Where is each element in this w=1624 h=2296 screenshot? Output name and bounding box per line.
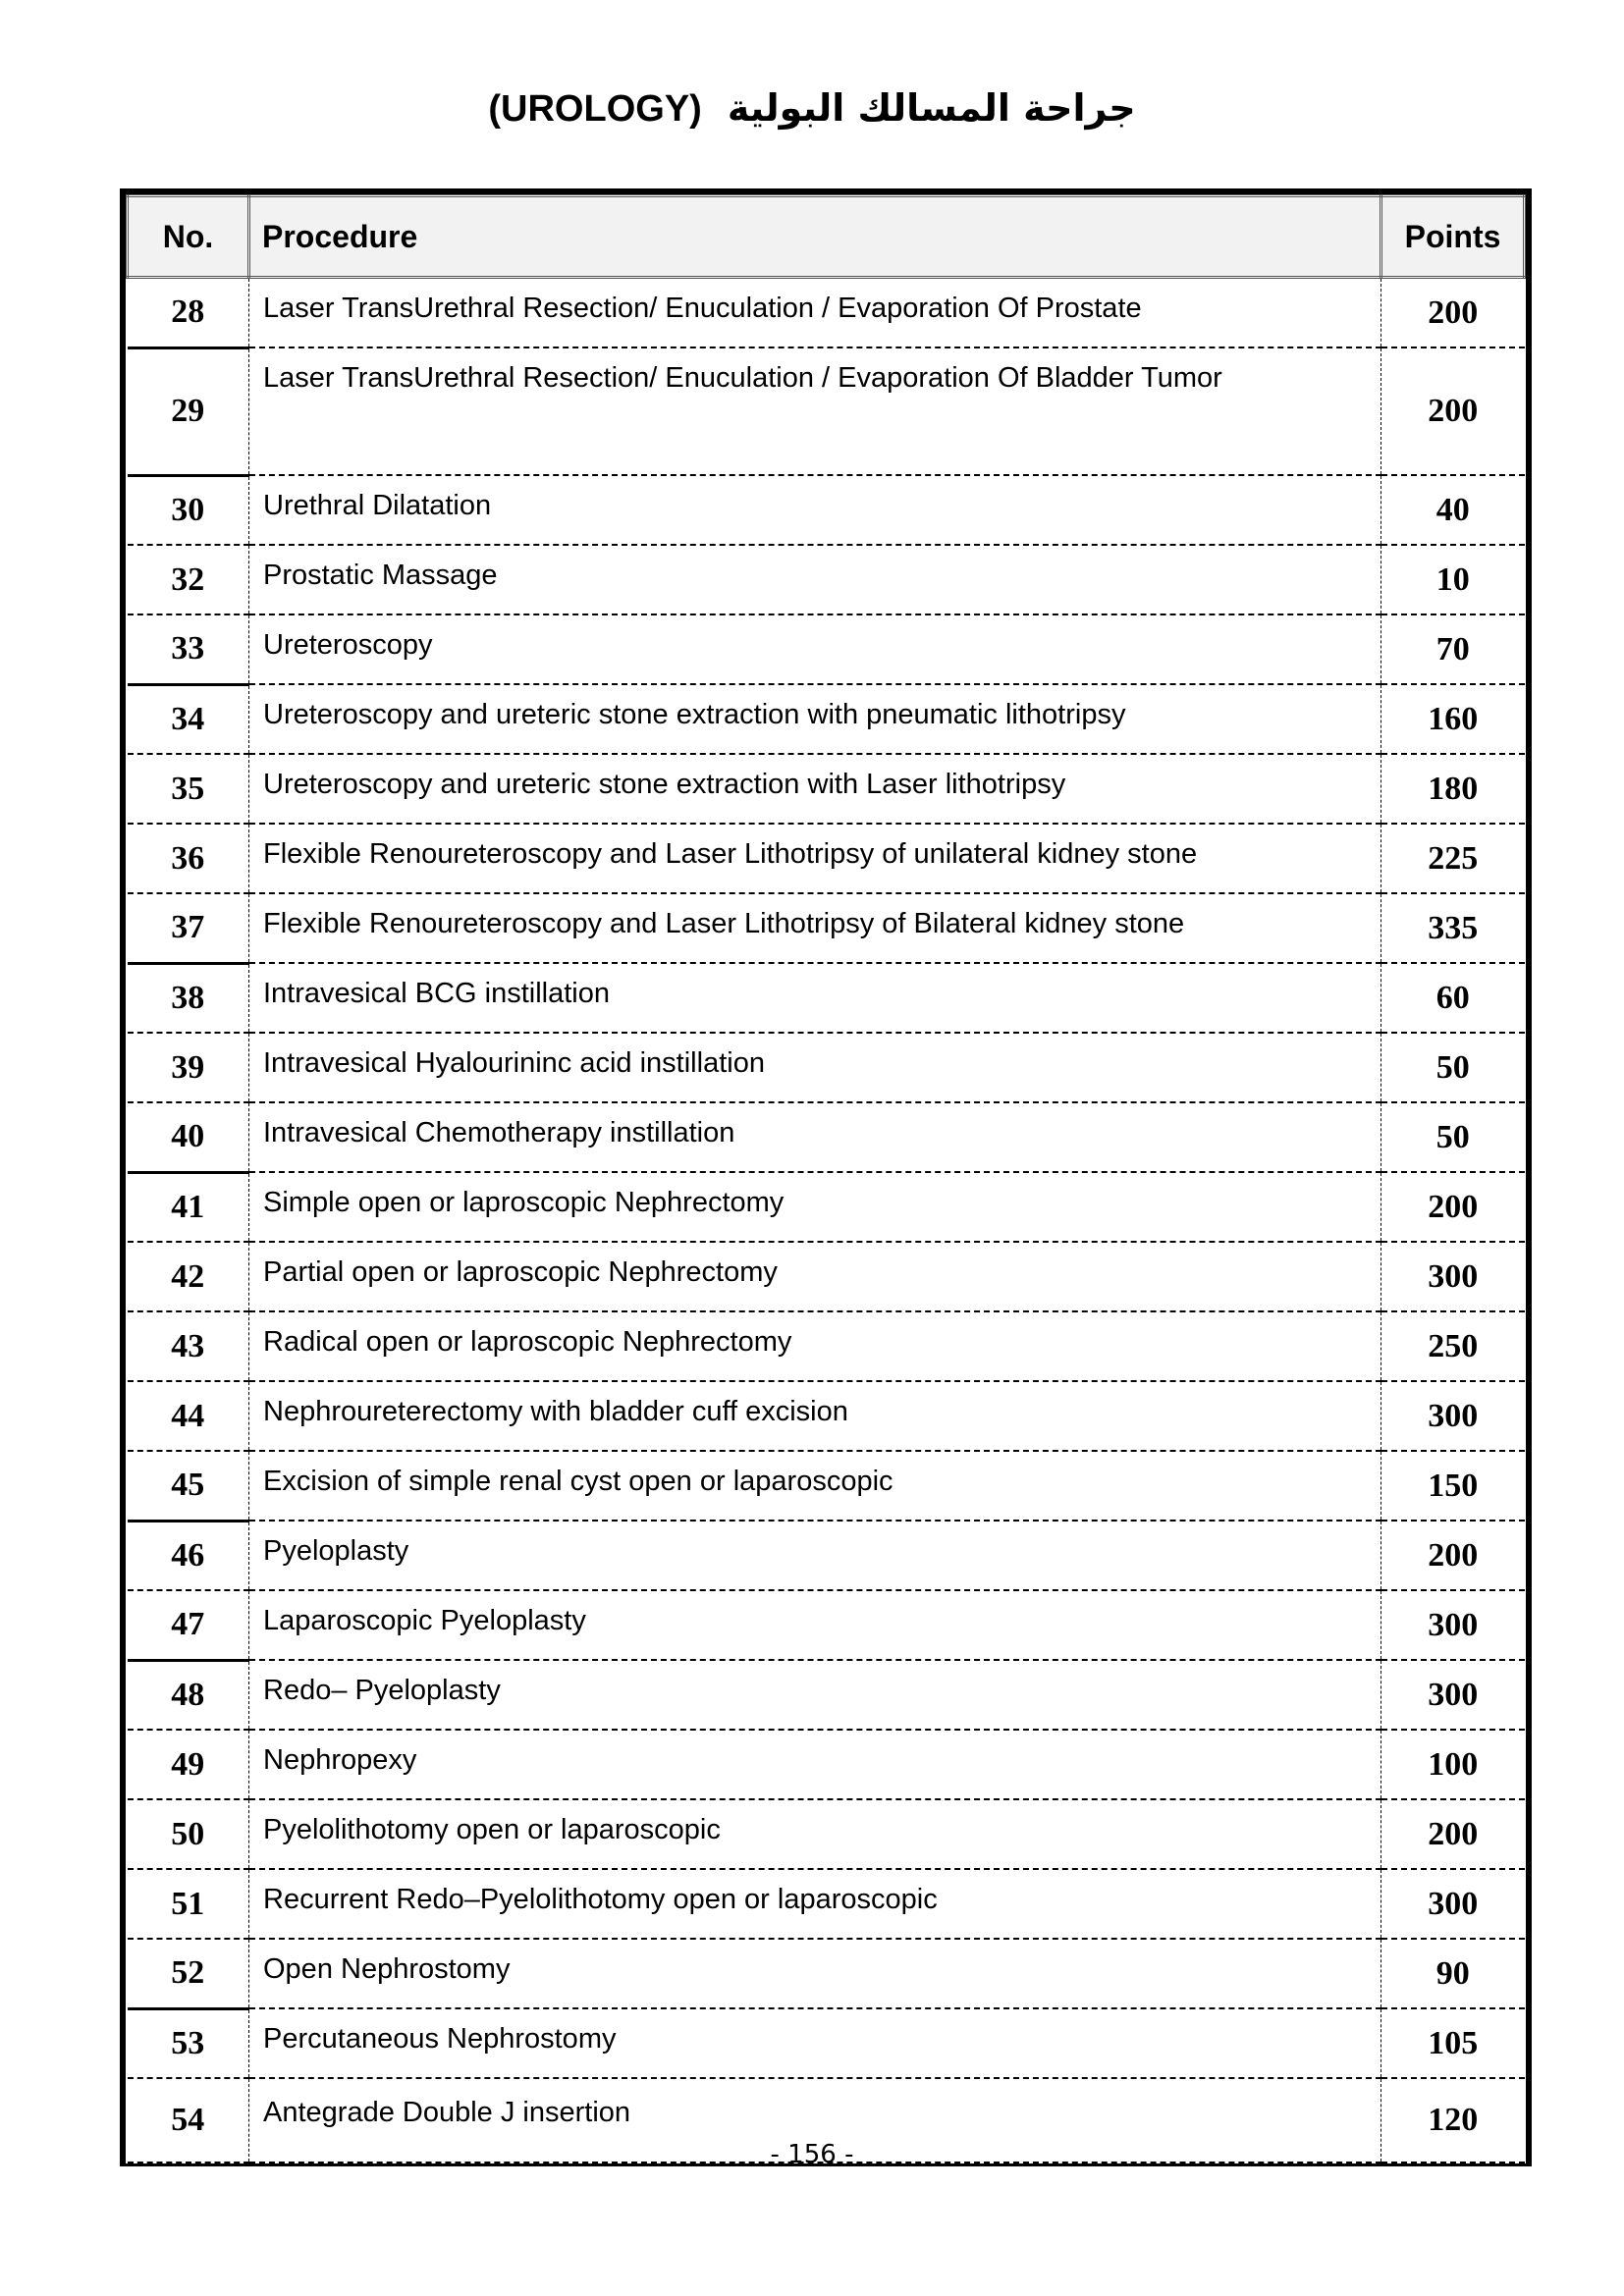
row-number: 45 bbox=[128, 1451, 249, 1521]
row-points: 120 bbox=[1381, 2078, 1525, 2163]
row-points: 300 bbox=[1381, 1660, 1525, 1730]
row-points: 160 bbox=[1381, 684, 1525, 754]
table-header-row bbox=[128, 196, 1525, 278]
row-number: 28 bbox=[128, 278, 249, 348]
row-number: 33 bbox=[128, 614, 249, 684]
row-points: 300 bbox=[1381, 1242, 1525, 1311]
row-procedure: Prostatic Massage bbox=[249, 545, 1381, 614]
header-no: No. bbox=[128, 196, 249, 278]
row-procedure: Antegrade Double J insertion bbox=[249, 2078, 1381, 2163]
row-points: 200 bbox=[1381, 1172, 1525, 1242]
table-row bbox=[128, 684, 1525, 754]
table-row bbox=[128, 278, 1525, 348]
row-points: 200 bbox=[1381, 347, 1525, 475]
table-row bbox=[128, 545, 1525, 614]
table-row bbox=[128, 347, 1525, 475]
row-procedure: Nephropexy bbox=[249, 1730, 1381, 1799]
table-row bbox=[128, 1521, 1525, 1590]
procedures-table bbox=[120, 188, 1532, 2166]
row-procedure: Radical open or laproscopic Nephrectomy bbox=[249, 1311, 1381, 1381]
row-number: 36 bbox=[128, 824, 249, 893]
row-number: 40 bbox=[128, 1102, 249, 1172]
row-points: 300 bbox=[1381, 1590, 1525, 1660]
table-row bbox=[128, 1033, 1525, 1102]
row-points: 200 bbox=[1381, 1799, 1525, 1869]
row-number: 46 bbox=[128, 1521, 249, 1590]
row-procedure: Open Nephrostomy bbox=[249, 1939, 1381, 2008]
table-row bbox=[128, 1939, 1525, 2008]
row-number: 49 bbox=[128, 1730, 249, 1799]
row-points: 180 bbox=[1381, 754, 1525, 824]
row-number: 53 bbox=[128, 2008, 249, 2078]
row-procedure: Recurrent Redo–Pyelolithotomy open or laparoscopic bbox=[249, 1869, 1381, 1939]
row-points: 10 bbox=[1381, 545, 1525, 614]
row-number: 35 bbox=[128, 754, 249, 824]
row-number: 47 bbox=[128, 1590, 249, 1660]
row-points: 300 bbox=[1381, 1381, 1525, 1451]
row-number: 30 bbox=[128, 475, 249, 545]
row-points: 50 bbox=[1381, 1102, 1525, 1172]
row-points: 50 bbox=[1381, 1033, 1525, 1102]
row-procedure: Percutaneous Nephrostomy bbox=[249, 2008, 1381, 2078]
row-number: 43 bbox=[128, 1311, 249, 1381]
row-points: 60 bbox=[1381, 963, 1525, 1033]
row-number: 32 bbox=[128, 545, 249, 614]
row-procedure: Laser TransUrethral Resection/ Enuculation / Evaporation Of Bladder Tumor bbox=[249, 347, 1381, 475]
row-number: 29 bbox=[128, 347, 249, 475]
table-row bbox=[128, 1799, 1525, 1869]
row-procedure: Partial open or laproscopic Nephrectomy bbox=[249, 1242, 1381, 1311]
table-row bbox=[128, 475, 1525, 545]
table-row bbox=[128, 754, 1525, 824]
row-procedure: Intravesical Hyalourininc acid instillation bbox=[249, 1033, 1381, 1102]
row-number: 34 bbox=[128, 684, 249, 754]
row-procedure: Intravesical BCG instillation bbox=[249, 963, 1381, 1033]
row-points: 100 bbox=[1381, 1730, 1525, 1799]
row-procedure: Excision of simple renal cyst open or laparoscopic bbox=[249, 1451, 1381, 1521]
row-number: 50 bbox=[128, 1799, 249, 1869]
row-procedure: Laser TransUrethral Resection/ Enuculation / Evaporation Of Prostate bbox=[249, 278, 1381, 348]
row-points: 105 bbox=[1381, 2008, 1525, 2078]
table-row bbox=[128, 824, 1525, 893]
page-number: - 156 - bbox=[770, 2140, 854, 2169]
title-english: (UROLOGY) bbox=[488, 88, 702, 130]
table-row bbox=[128, 1590, 1525, 1660]
header-procedure: Procedure bbox=[249, 196, 1381, 278]
table-row bbox=[128, 614, 1525, 684]
row-procedure: Redo– Pyeloplasty bbox=[249, 1660, 1381, 1730]
table-row bbox=[128, 2008, 1525, 2078]
row-number: 54 bbox=[128, 2078, 249, 2163]
row-number: 52 bbox=[128, 1939, 249, 2008]
row-number: 48 bbox=[128, 1660, 249, 1730]
row-procedure: Urethral Dilatation bbox=[249, 475, 1381, 545]
row-procedure: Flexible Renoureteroscopy and Laser Lithotripsy of unilateral kidney stone bbox=[249, 824, 1381, 893]
title-arabic: جراحة المسالك البولية bbox=[727, 86, 1136, 130]
row-points: 90 bbox=[1381, 1939, 1525, 2008]
row-procedure: Simple open or laproscopic Nephrectomy bbox=[249, 1172, 1381, 1242]
row-points: 300 bbox=[1381, 1869, 1525, 1939]
row-procedure: Intravesical Chemotherapy instillation bbox=[249, 1102, 1381, 1172]
table-row bbox=[128, 1102, 1525, 1172]
row-procedure: Nephroureterectomy with bladder cuff excision bbox=[249, 1381, 1381, 1451]
row-procedure: Ureteroscopy bbox=[249, 614, 1381, 684]
table-row bbox=[128, 1381, 1525, 1451]
row-procedure: Ureteroscopy and ureteric stone extraction with pneumatic lithotripsy bbox=[249, 684, 1381, 754]
row-procedure: Pyelolithotomy open or laparoscopic bbox=[249, 1799, 1381, 1869]
row-points: 200 bbox=[1381, 278, 1525, 348]
header-points: Points bbox=[1381, 196, 1525, 278]
row-number: 44 bbox=[128, 1381, 249, 1451]
row-procedure: Ureteroscopy and ureteric stone extraction with Laser lithotripsy bbox=[249, 754, 1381, 824]
row-points: 70 bbox=[1381, 614, 1525, 684]
row-procedure: Laparoscopic Pyeloplasty bbox=[249, 1590, 1381, 1660]
row-points: 225 bbox=[1381, 824, 1525, 893]
row-number: 42 bbox=[128, 1242, 249, 1311]
table-row bbox=[128, 1311, 1525, 1381]
table-row bbox=[128, 1172, 1525, 1242]
row-number: 39 bbox=[128, 1033, 249, 1102]
row-points: 150 bbox=[1381, 1451, 1525, 1521]
row-number: 38 bbox=[128, 963, 249, 1033]
row-number: 51 bbox=[128, 1869, 249, 1939]
table-row bbox=[128, 1660, 1525, 1730]
table-row bbox=[128, 1451, 1525, 1521]
row-number: 37 bbox=[128, 893, 249, 963]
row-points: 250 bbox=[1381, 1311, 1525, 1381]
row-points: 40 bbox=[1381, 475, 1525, 545]
row-procedure: Pyeloplasty bbox=[249, 1521, 1381, 1590]
table-row bbox=[128, 893, 1525, 963]
table-row bbox=[128, 1730, 1525, 1799]
page-title bbox=[0, 86, 1624, 131]
row-number: 41 bbox=[128, 1172, 249, 1242]
row-points: 200 bbox=[1381, 1521, 1525, 1590]
table-row bbox=[128, 1869, 1525, 1939]
table-row bbox=[128, 1242, 1525, 1311]
table-row bbox=[128, 963, 1525, 1033]
row-points: 335 bbox=[1381, 893, 1525, 963]
row-procedure: Flexible Renoureteroscopy and Laser Lithotripsy of Bilateral kidney stone bbox=[249, 893, 1381, 963]
